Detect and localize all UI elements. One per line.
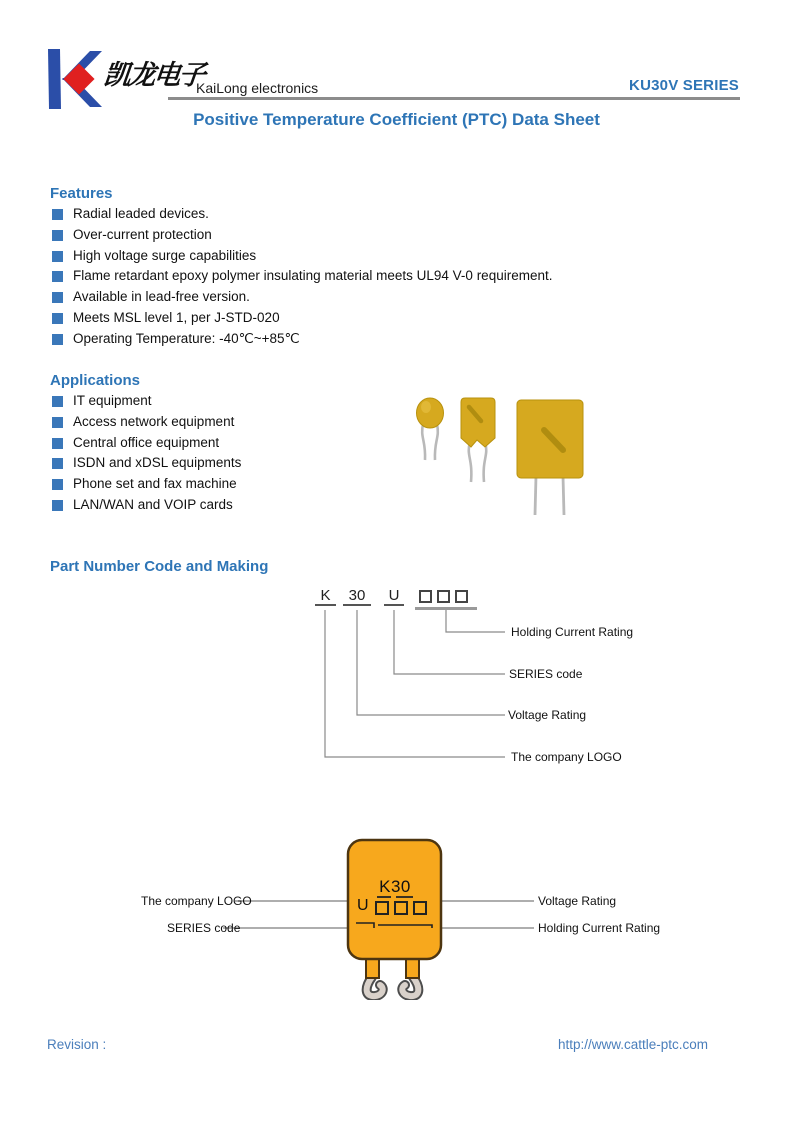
feature-text: High voltage surge capabilities (73, 247, 257, 263)
features-heading: Features (50, 185, 113, 202)
series-label: KU30V SERIES (629, 77, 739, 94)
list-item (52, 206, 672, 227)
application-text: Central office equipment (73, 434, 220, 450)
callout-holding-current: Holding Current Rating (511, 625, 634, 639)
feature-text: Radial leaded devices. (73, 206, 209, 221)
page-title: Positive Temperature Coefficient (PTC) Data Sheet (193, 110, 600, 129)
callout-series-code: SERIES code (509, 667, 583, 681)
marking-label-voltage-rating: Voltage Rating (538, 894, 617, 908)
bullet-square-icon (52, 438, 63, 449)
application-text: LAN/WAN and VOIP cards (73, 496, 233, 512)
features-list (52, 206, 672, 352)
list-item (52, 227, 672, 248)
application-text: Access network equipment (73, 413, 235, 429)
revision-label: Revision : (47, 1037, 107, 1052)
application-text: Phone set and fax machine (73, 476, 237, 492)
code-voltage: 30 (343, 588, 371, 606)
website-link[interactable]: http://www.cattle-ptc.com (557, 1037, 708, 1052)
list-item (52, 289, 672, 310)
bullet-square-icon (52, 251, 63, 262)
list-item (52, 310, 672, 331)
list-item (52, 497, 392, 518)
marking-diagram (140, 835, 660, 1000)
applications-list (52, 393, 392, 518)
bullet-square-icon (52, 458, 63, 469)
kailong-logo-icon (44, 47, 106, 111)
bullet-square-icon (52, 292, 63, 303)
list-item (52, 248, 672, 269)
bullet-square-icon (52, 334, 63, 345)
company-name-chinese: 凯龙电子 (102, 60, 206, 90)
list-item (52, 331, 672, 352)
marking-digit-box (375, 901, 389, 915)
marking-label-holding-current: Holding Current Rating (538, 921, 661, 935)
list-item (52, 476, 392, 497)
list-item (52, 455, 392, 476)
marking-label-series-code: SERIES code (167, 921, 241, 935)
feature-text: Over-current protection (73, 226, 212, 242)
callout-company-logo: The company LOGO (511, 750, 622, 764)
feature-text: Available in lead-free version. (73, 289, 250, 305)
part-number-callout-lines (0, 580, 793, 780)
list-item (52, 414, 392, 435)
bullet-square-icon (52, 396, 63, 407)
marking-label-company-logo: The company LOGO (141, 894, 252, 908)
bullet-square-icon (52, 479, 63, 490)
bullet-square-icon (52, 230, 63, 241)
company-name: KaiLong electronics (196, 80, 319, 96)
marking-digit-box (413, 901, 427, 915)
bullet-square-icon (52, 209, 63, 220)
code-logo-char: K (315, 588, 336, 606)
list-item (52, 393, 392, 414)
bullet-square-icon (52, 417, 63, 428)
code-series-char: U (384, 588, 404, 606)
marking-digit-box (394, 901, 408, 915)
marking-body-code: K30 (379, 877, 411, 896)
part-number-heading: Part Number Code and Making (50, 558, 269, 575)
feature-text: Operating Temperature: -40℃~+85℃ (73, 330, 300, 346)
callout-voltage-rating: Voltage Rating (508, 708, 587, 722)
feature-text: Flame retardant epoxy polymer insulating material meets UL94 V-0 requirement. (73, 268, 553, 284)
bullet-square-icon (52, 313, 63, 324)
application-text: ISDN and xDSL equipments (73, 455, 242, 471)
applications-heading: Applications (50, 372, 141, 389)
header-divider (168, 97, 740, 100)
list-item (52, 268, 672, 289)
application-text: IT equipment (73, 393, 152, 408)
bullet-square-icon (52, 271, 63, 282)
list-item (52, 435, 392, 456)
ptc-devices-photo (405, 390, 595, 525)
bullet-square-icon (52, 500, 63, 511)
feature-text: Meets MSL level 1, per J-STD-020 (73, 309, 280, 325)
marking-series-prefix: U (357, 897, 369, 914)
